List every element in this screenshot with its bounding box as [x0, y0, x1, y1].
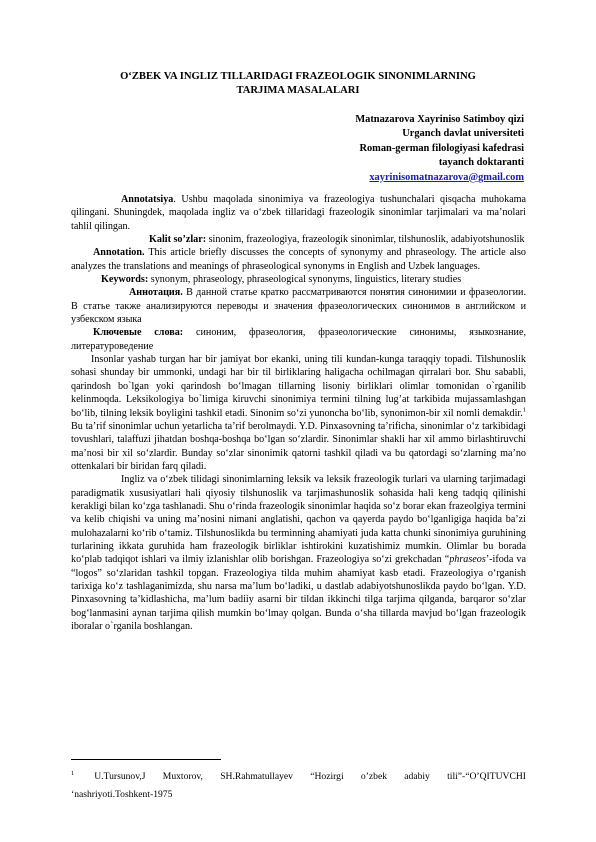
author-affiliation	[355, 113, 524, 185]
author-email-link[interactable]: xayrinisomatnazarova@gmail.com	[369, 171, 524, 183]
footnote-separator	[71, 759, 221, 760]
body-paragraph-2	[71, 473, 526, 633]
abstract-russian-text: В данной статье кратко рассматриваются понятия синонимии и фразеологии. В статье также анализируются переводы и значения фразеологических синонимов в английском и узбекском языка	[71, 287, 526, 326]
keywords-uzbek	[71, 233, 526, 246]
body-paragraph-2-text-a: Ingliz va o‘zbek tilidagi sinonimlarning leksik va leksik frazeologik turlari va ularning tarjimadagi paradigmatik xususiyatlari hali qiyosiy tilshunoslik va tarjimashunoslik sohasida hali keng tadqiq qilinishi kerakligi bilan ko‘zga tashlanadi. Shu o‘rinda frazeologik sinonimlar haqida so‘z borar ekan frazeolgiya termini va kelib chiqishi va uning ma’nosini nimani anglatishi, qachon va qayerda paydo bo‘lganligiga haqida ba’zi mulohazalarni ko‘rib o‘tamiz. Tilshunoslikda bu terminning ahamiyati juda katta chunki sinonimiya guruhining turlarining ikkata guruhida ham frazeologik birliklar ishtirokini kuzatishimiz mumkin. Olimlar bu borada ko‘plab tadqiqot ishlari va ilmiy izlanishlar olib borishgan. Frazeologiya so‘zi grekchadan “	[71, 474, 526, 566]
author-department: Roman-german filologiyasi kafedrasi	[359, 142, 524, 154]
abstract-english	[71, 246, 526, 273]
footnote-line-2: ‘nashriyoti.Toshkent-1975	[71, 789, 173, 800]
author-name: Matnazarova Xayriniso Satimboy qizi	[355, 114, 524, 125]
abstract-english-label: Annotation.	[93, 247, 145, 259]
keywords-english	[71, 273, 526, 286]
body-paragraph-2-text-b: ’-ifoda va “logos” so‘zlaridan tashkil topgan. Frazeologiya tilda muhim ahamiyat kasb etadi. Frazeologiya o‘rganish tarixiga ko‘z tashlaganimizda, shu narsa ma’lum bo‘ladiki, u dastlab adabiyotshunoslikda paydo bo‘lgan. Y.D. Pinxasovning ta’kidlashicha, ma’lum badiiy asarni bir tildan ikkinchi tilga tarjima qilganda, barqaror so‘zlar bog‘lanmasini aynan tarjima qilish mumkin bo‘lmay qolgan. Bunda o‘sha tillarda mavjud bo‘lgan frazeologik iboralar o`rganila boshlangan.	[71, 554, 526, 632]
footnote-part: Muxtorov,	[162, 771, 203, 782]
abstract-uzbek	[71, 193, 526, 233]
body-paragraph-1-text-a: Insonlar yashab turgan har bir jamiyat bor ekanki, uning tili kundan-kunga taraqqiy topadi. Tilshunoslik sohasi shunday bir ummonki, undagi har bir til birliklaring haligacha ochilmagan qirralari bor. Shu sababli, qarindosh bo`lgan yoki qarindosh bo‘lmagan tillarning lisoniy birliklari olimlar tomonidan o`rganilib kelinmoqda. Leksikologiya bo`limiga kiruvchi sinonimiya termini tilning lug’at tarkibida mujassamlashgan bo‘lib, tilning leksik boyligini tashkil etadi. Sinonim so‘zi yunoncha bo‘lib, synonimon-bir xil nomli demakdir.	[71, 354, 526, 419]
body-paragraph-1-text-b: Bu ta’rif sinonimlar uchun yetarlicha ta’rif berolmaydi. Y.D. Pinxasovning ta’rificha, sinonimlar o‘z tarkibidagi tovushlari, talaffuzi jihatdan boshqa-boshqa bo‘lgan so‘zlardir. Sinonimlar shakli har xil ammo birlashtiruvchi ma’nosi bir xil so‘zlardir. Bunday so‘zlar sinonimik qatorni tashkil qiladi va bu qatordagi so‘zlarning ma’no ottenkalari bir biridan farq qiladi.	[71, 420, 526, 472]
paper-title	[60, 70, 536, 98]
footnote-part: o’zbek	[360, 771, 388, 782]
abstract-english-text: This article briefly discusses the concepts of synonymy and phraseology. The article also analyzes the translations and meanings of phraseological synonyms in English and Uzbek languages.	[71, 247, 526, 272]
paper-title-line-2: TARJIMA MASALALARI	[236, 85, 360, 96]
footnote-part: “Hozirgi	[310, 771, 344, 782]
abstract-russian	[71, 286, 526, 326]
author-position: tayanch doktaranti	[438, 157, 524, 169]
keywords-uzbek-text: sinonim, frazeologiya, frazeologik sinonimlar, tilshunoslik, adabiyotshunoslik	[206, 234, 525, 246]
body-paragraph-1	[71, 353, 526, 473]
footnote-reference-1[interactable]: 1	[522, 406, 526, 414]
author-university: Urganch davlat universiteti	[402, 128, 524, 140]
keywords-english-label: Keywords:	[101, 274, 149, 286]
paper-title-line-1: O‘ZBEK VA INGLIZ TILLARIDAGI FRAZEOLOGIK SINONIMLARNING	[120, 71, 476, 82]
keywords-russian	[71, 326, 526, 353]
article-body	[71, 193, 526, 633]
body-paragraph-2-term: phraseos	[449, 554, 486, 566]
footnote-number: 1	[71, 769, 75, 777]
footnote-part: tili”-“O’QITUVCHI	[447, 771, 526, 782]
abstract-uzbek-label: Annotatsiya	[121, 194, 174, 205]
footnote-part: adabiy	[404, 771, 430, 782]
footnote-part: U.Tursunov,J	[94, 771, 146, 782]
keywords-english-text: synonym, phraseology, phraseological synonyms, linguistics, literary studies	[148, 274, 462, 286]
abstract-russian-label: Аннотация.	[129, 287, 183, 299]
abstract-uzbek-text: . Ushbu maqolada sinonimiya va frazeologiya tushunchalari qisqacha muhokama qilingani. Shuningdek, maqolada ingliz va o‘zbek tillaridagi frazeologik sinonimlar tarjimalari va ma’nolari tahlil qilingan.	[71, 194, 526, 232]
keywords-russian-text: синоним, фразеология, фразеологические синонимы, языкознание, литературоведение	[71, 327, 526, 352]
keywords-russian-label: Ключевые слова:	[93, 327, 184, 339]
footnote	[71, 765, 526, 788]
footnote-part: SH.Rahmatullayev	[220, 771, 293, 782]
keywords-uzbek-label: Kalit so’zlar:	[149, 234, 207, 246]
